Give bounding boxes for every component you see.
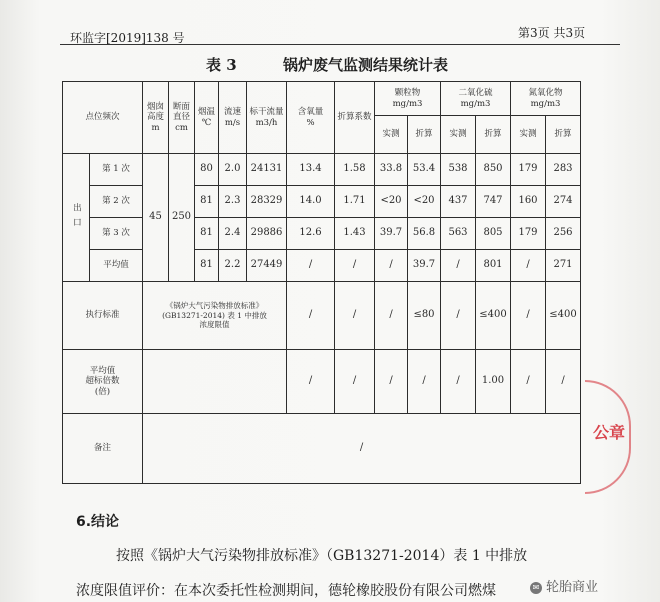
col-std-flow: 标干流量 m3/h bbox=[247, 82, 287, 154]
table-row bbox=[63, 218, 581, 250]
cell-pm-converted: 39.7 bbox=[408, 250, 441, 282]
cell-pm-converted: / bbox=[408, 350, 441, 414]
cell-pm-measured: 33.8 bbox=[375, 154, 408, 186]
outlet-label: 出口 bbox=[63, 154, 90, 282]
col-oxygen: 含氧量 % bbox=[287, 82, 335, 154]
header-row-1 bbox=[63, 82, 581, 116]
cell-pm-converted: 56.8 bbox=[408, 218, 441, 250]
cell-pm-converted: ≤80 bbox=[408, 282, 441, 350]
wechat-icon: ✉ bbox=[530, 582, 542, 594]
cell-nox-measured: / bbox=[511, 350, 546, 414]
row-label: 平均值 bbox=[90, 250, 143, 282]
standard-description: 《锅炉大气污染物排放标准》 (GB13271-2014) 表 1 中排放 浓度限值 bbox=[143, 282, 287, 350]
cell-nox-converted: 271 bbox=[546, 250, 581, 282]
cell-so2-measured: / bbox=[441, 250, 476, 282]
cell-so2-measured: / bbox=[441, 350, 476, 414]
cell-velocity: 2.3 bbox=[219, 186, 247, 218]
cell-velocity: 2.2 bbox=[219, 250, 247, 282]
cell-pm-measured: / bbox=[375, 350, 408, 414]
cell-so2-converted: 850 bbox=[476, 154, 511, 186]
doc-number: 环监字[2019]138 号 bbox=[70, 31, 185, 45]
remarks-row bbox=[63, 414, 581, 484]
chimney-height-value: 45 bbox=[143, 154, 169, 282]
watermark: ✉ 轮胎商业 bbox=[530, 576, 598, 595]
cell-flow: 29886 bbox=[247, 218, 287, 250]
cell-so2-measured: / bbox=[441, 282, 476, 350]
row-label: 第 3 次 bbox=[90, 218, 143, 250]
conclusion-heading: 6.结论 bbox=[76, 514, 120, 530]
cell-so2-converted: ≤400 bbox=[476, 282, 511, 350]
cell-pm-measured: <20 bbox=[375, 186, 408, 218]
table-row bbox=[63, 186, 581, 218]
cell-temp: 81 bbox=[195, 186, 219, 218]
section-diameter-value: 250 bbox=[169, 154, 195, 282]
page-number: 第3页 共3页 bbox=[518, 26, 586, 40]
row-label: 第 2 次 bbox=[90, 186, 143, 218]
col-pm: 颗粒物 mg/m3 bbox=[375, 82, 441, 116]
col-nox: 氮氧化物 mg/m3 bbox=[511, 82, 581, 116]
col-chimney-height: 烟囱高度 m bbox=[143, 82, 169, 154]
cell-flow: 24131 bbox=[247, 154, 287, 186]
cell-nox-converted: / bbox=[546, 350, 581, 414]
cell-nox-converted: 283 bbox=[546, 154, 581, 186]
cell-pm-measured: / bbox=[375, 250, 408, 282]
cell-pm-converted: 53.4 bbox=[408, 154, 441, 186]
cell-so2-converted: 1.00 bbox=[476, 350, 511, 414]
exceed-row bbox=[63, 350, 581, 414]
exceed-label: 平均值 超标倍数 (倍) bbox=[63, 350, 143, 414]
nox-measured-header: 实测 bbox=[511, 116, 546, 154]
cell-so2-measured: 563 bbox=[441, 218, 476, 250]
col-so2: 二氧化硫 mg/m3 bbox=[441, 82, 511, 116]
cell-temp: 81 bbox=[195, 218, 219, 250]
cell-nox-measured: / bbox=[511, 282, 546, 350]
cell-coef: / bbox=[335, 282, 375, 350]
cell-coef: / bbox=[335, 350, 375, 414]
row-label: 第 1 次 bbox=[90, 154, 143, 186]
cell-nox-converted: ≤400 bbox=[546, 282, 581, 350]
cell-oxygen: / bbox=[287, 282, 335, 350]
cell-oxygen: 12.6 bbox=[287, 218, 335, 250]
col-conversion: 折算系数 bbox=[335, 82, 375, 154]
cell-coef: 1.58 bbox=[335, 154, 375, 186]
cell-oxygen: / bbox=[287, 350, 335, 414]
table-name: 锅炉废气监测结果统计表 bbox=[283, 56, 449, 74]
cell-pm-converted: <20 bbox=[408, 186, 441, 218]
table-row bbox=[63, 250, 581, 282]
table-row bbox=[63, 154, 581, 186]
pm-converted-header: 折算 bbox=[408, 116, 441, 154]
cell-temp: 80 bbox=[195, 154, 219, 186]
cell-nox-converted: 256 bbox=[546, 218, 581, 250]
cell-oxygen: 14.0 bbox=[287, 186, 335, 218]
so2-converted-header: 折算 bbox=[476, 116, 511, 154]
cell-nox-measured: 179 bbox=[511, 154, 546, 186]
conclusion-line-1: 按照《锅炉大气污染物排放标准》（GB13271-2014）表 1 中排放 bbox=[116, 548, 528, 564]
col-point: 点位频次 bbox=[63, 82, 143, 154]
pm-measured-header: 实测 bbox=[375, 116, 408, 154]
cell-nox-converted: 274 bbox=[546, 186, 581, 218]
header-rule bbox=[60, 44, 620, 45]
cell-so2-converted: 747 bbox=[476, 186, 511, 218]
cell-coef: 1.71 bbox=[335, 186, 375, 218]
cell-nox-measured: 179 bbox=[511, 218, 546, 250]
cell-temp: 81 bbox=[195, 250, 219, 282]
cell-flow: 28329 bbox=[247, 186, 287, 218]
remarks-label: 备注 bbox=[63, 414, 143, 484]
cell-velocity: 2.0 bbox=[219, 154, 247, 186]
cell-pm-measured: 39.7 bbox=[375, 218, 408, 250]
cell-pm-measured: / bbox=[375, 282, 408, 350]
cell-flow: 27449 bbox=[247, 250, 287, 282]
so2-measured-header: 实测 bbox=[441, 116, 476, 154]
cell-so2-measured: 437 bbox=[441, 186, 476, 218]
standard-row bbox=[63, 282, 581, 350]
cell-coef: / bbox=[335, 250, 375, 282]
cell-so2-converted: 805 bbox=[476, 218, 511, 250]
cell-velocity: 2.4 bbox=[219, 218, 247, 250]
col-section-diameter: 断面直径 cm bbox=[169, 82, 195, 154]
standard-label: 执行标准 bbox=[63, 282, 143, 350]
cell-so2-measured: 538 bbox=[441, 154, 476, 186]
remarks-value: / bbox=[143, 414, 581, 484]
cell-nox-measured: 160 bbox=[511, 186, 546, 218]
cell-oxygen: 13.4 bbox=[287, 154, 335, 186]
col-flue-temp: 烟温 ℃ bbox=[195, 82, 219, 154]
cell-oxygen: / bbox=[287, 250, 335, 282]
cell-coef: 1.43 bbox=[335, 218, 375, 250]
official-stamp: 公章 bbox=[585, 380, 631, 494]
emission-table bbox=[62, 81, 581, 484]
conclusion-line-2: 浓度限值评价：在本次委托性检测期间，德轮橡胶股份有限公司燃煤 bbox=[76, 583, 496, 599]
cell-so2-converted: 801 bbox=[476, 250, 511, 282]
cell-nox-measured: / bbox=[511, 250, 546, 282]
exceed-blank bbox=[143, 350, 287, 414]
col-velocity: 流速 m/s bbox=[219, 82, 247, 154]
table-number: 表 3 bbox=[206, 56, 237, 74]
nox-converted-header: 折算 bbox=[546, 116, 581, 154]
